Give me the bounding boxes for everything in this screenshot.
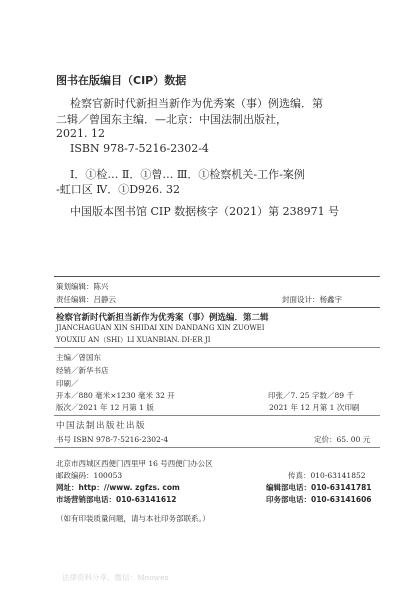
publisher-postcode: 邮政编码：100053 xyxy=(56,471,123,480)
cip-classification-line-1: Ⅰ．①检… Ⅱ．①曾… Ⅲ．①检察机关-工作-案例 xyxy=(70,168,305,181)
cip-title-line-2: 二辑／曾国东主编．—北京：中国法制出版社， xyxy=(56,113,287,126)
planning-editor: 策划编辑：陈兴 xyxy=(56,282,109,291)
book-pinyin-line-2: YOUXIU AN（SHI）LI XUANBIAN. DI-ER JI xyxy=(56,336,211,344)
book-printing: 2021 年 12 月第 1 次印刷 xyxy=(269,403,360,412)
book-sheets-wordcount: 印张／7. 25 字数／89 千 xyxy=(268,391,354,400)
cip-classification-line-2: -虹口区 Ⅳ．①D926. 32 xyxy=(56,183,181,196)
watermark-text: 法律资料分享，微信：Meowex xyxy=(62,573,169,582)
printing-phone: 印务部电话：010-63141606 xyxy=(266,495,372,504)
responsible-editor: 责任编辑：吕静云 xyxy=(56,295,116,304)
publisher-isbn: 书号 ISBN 978-7-5216-2302-4 xyxy=(56,435,169,444)
quality-notice: （如有印装质量问题，请与本社印务部联系。） xyxy=(56,514,210,523)
publisher-name: 中国法制出版社出版 xyxy=(56,421,147,431)
cover-designer: 封面设计：杨鑫宇 xyxy=(282,295,342,304)
book-info-divider xyxy=(54,347,380,348)
printer: 印刷／ xyxy=(56,379,79,388)
book-price: 定价：65. 00 元 xyxy=(314,435,371,444)
edition-divider xyxy=(54,415,380,416)
publisher-address: 北京市西城区西便门西里甲 16 号西便门办公区 xyxy=(56,459,213,468)
publisher-divider xyxy=(54,447,380,448)
book-title: 检察官新时代新担当新作为优秀案（事）例选编．第二辑 xyxy=(56,313,269,323)
publisher-fax: 传真：010-63141852 xyxy=(288,471,366,480)
cip-date: 2021. 12 xyxy=(56,127,105,140)
cip-isbn: ISBN 978-7-5216-2302-4 xyxy=(70,142,209,155)
top-divider xyxy=(54,276,380,277)
credits-divider xyxy=(54,307,380,308)
editorial-phone: 编辑部电话：010-63141781 xyxy=(266,483,372,492)
book-format: 开本／880 毫米×1230 毫米 32 开 xyxy=(56,391,175,400)
chief-editor: 主编／曾国东 xyxy=(56,353,101,362)
cip-heading: 图书在版编目（CIP）数据 xyxy=(56,74,187,87)
cip-core-data: 中国版本图书馆 CIP 数据核字（2021）第 238971 号 xyxy=(70,205,340,218)
marketing-phone: 市场营销部电话：010-63141612 xyxy=(56,495,177,504)
cip-title-line-1: 检察官新时代新担当新作为优秀案（事）例选编．第 xyxy=(70,97,323,110)
publisher-website: 网址：http：//www. zgfzs. com xyxy=(56,483,180,492)
book-pinyin-line-1: JIANCHAGUAN XIN SHIDAI XIN DANDANG XIN ZUOWEI xyxy=(56,324,265,332)
distributor: 经销／新华书店 xyxy=(56,366,109,375)
book-edition: 版次／2021 年 12 月第 1 版 xyxy=(56,403,154,412)
